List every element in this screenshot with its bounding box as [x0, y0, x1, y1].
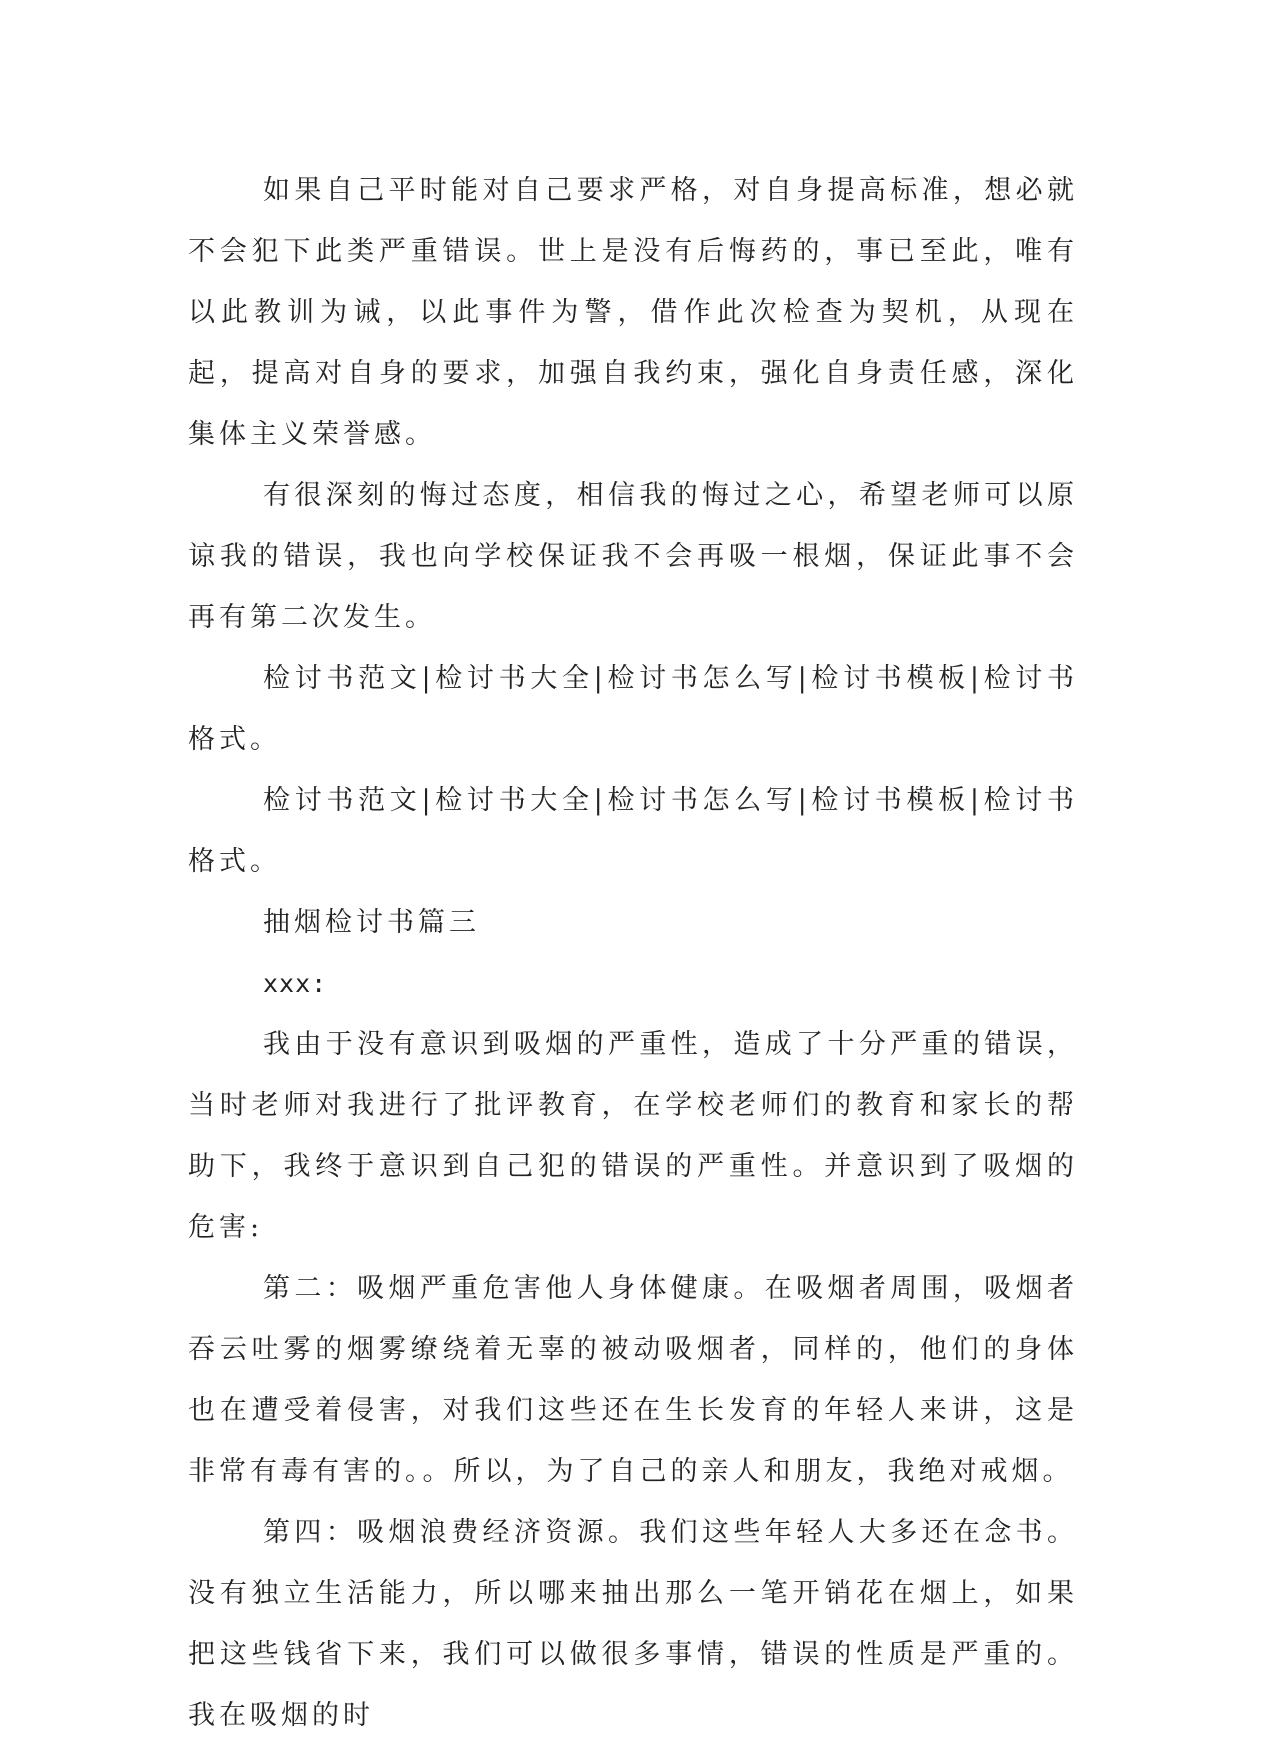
section-heading: 抽烟检讨书篇三 — [263, 907, 480, 938]
paragraph-second-point: 第二：吸烟严重危害他人身体健康。在吸烟者周围，吸烟者吞云吐雾的烟雾缭绕着无辜的被动吸烟者，同样的，他们的身体也在遭受着侵害，对我们这些还在生长发育的年轻人来讲，这是非常有毒有害的。。所以，为了自己的亲人和朋友，我绝对戒烟。 — [188, 1273, 1078, 1487]
document-body — [188, 160, 1078, 1746]
salutation: xxx: — [263, 969, 328, 998]
paragraph-link-list-2: 检讨书范文|检讨书大全|检讨书怎么写|检讨书模板|检讨书格式。 — [188, 785, 1078, 877]
paragraph-self-discipline: 如果自己平时能对自己要求严格，对自身提高标准，想必就不会犯下此类严重错误。世上是没有后悔药的，事已至此，唯有以此教训为诫，以此事件为警，借作此次检查为契机，从现在起，提高对自身的要求，加强自我约束，强化自身责任感，深化集体主义荣誉感。 — [188, 175, 1078, 450]
paragraph-repentance: 有很深刻的悔过态度，相信我的悔过之心，希望老师可以原谅我的错误，我也向学校保证我不会再吸一根烟，保证此事不会再有第二次发生。 — [188, 480, 1078, 633]
paragraph-fourth-point: 第四：吸烟浪费经济资源。我们这些年轻人大多还在念书。没有独立生活能力，所以哪来抽出那么一笔开销花在烟上，如果把这些钱省下来，我们可以做很多事情，错误的性质是严重的。我在吸烟的时 — [188, 1517, 1078, 1731]
paragraph-awareness: 我由于没有意识到吸烟的严重性，造成了十分严重的错误，当时老师对我进行了批评教育，在学校老师们的教育和家长的帮助下，我终于意识到自己犯的错误的严重性。并意识到了吸烟的危害: — [188, 1029, 1078, 1243]
paragraph-link-list-1: 检讨书范文|检讨书大全|检讨书怎么写|检讨书模板|检讨书格式。 — [188, 663, 1078, 755]
